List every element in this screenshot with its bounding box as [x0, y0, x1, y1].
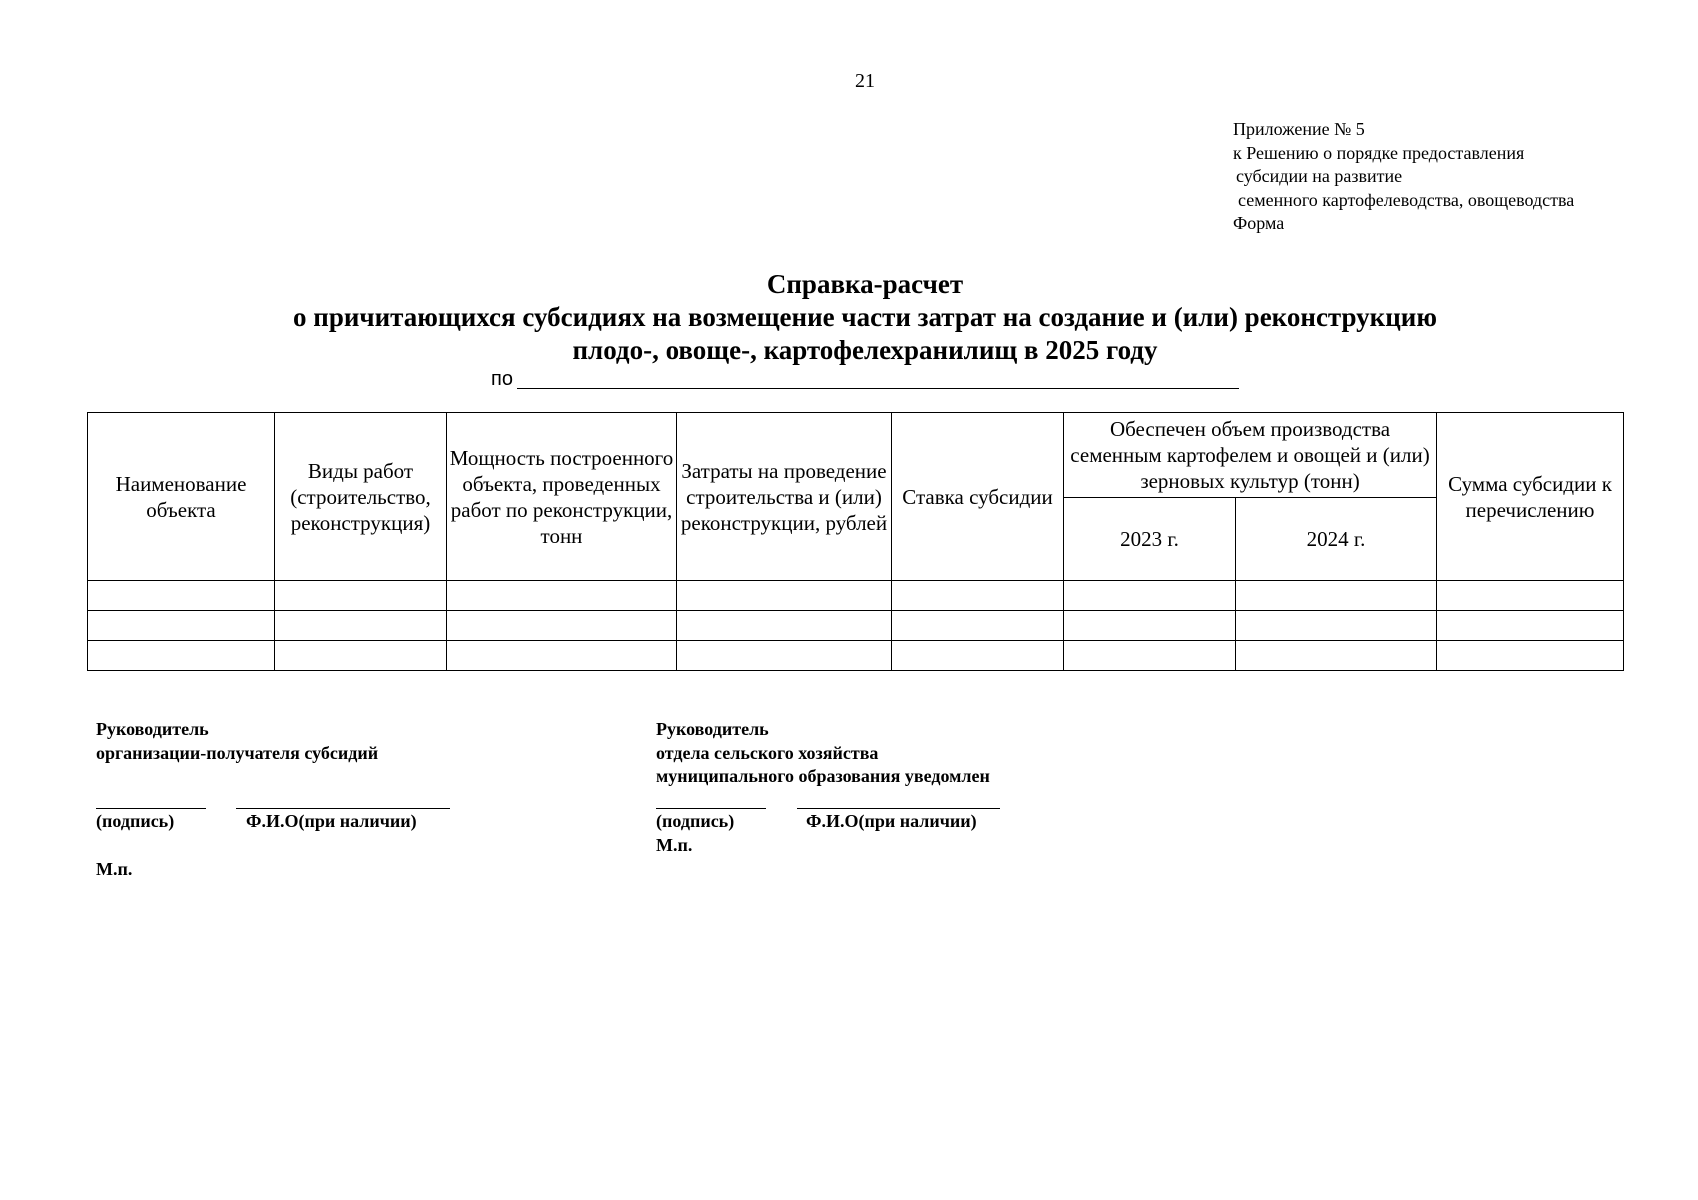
table-header-row — [88, 413, 1624, 498]
table-cell[interactable] — [447, 581, 677, 611]
table-row — [88, 581, 1624, 611]
header-production-volume: Обеспечен объем производства семенным картофелем и овощей и (или) зерновых культур (тонн) — [1064, 413, 1437, 498]
document-title — [0, 268, 1698, 367]
table-cell[interactable] — [1437, 611, 1624, 641]
po-fill-line[interactable] — [517, 388, 1239, 389]
left-signatory-line1: Руководитель — [96, 719, 209, 739]
left-signatory-title — [96, 718, 378, 765]
table-cell[interactable] — [1437, 581, 1624, 611]
table-cell[interactable] — [1236, 641, 1437, 671]
table-cell[interactable] — [275, 611, 447, 641]
table-cell[interactable] — [447, 611, 677, 641]
left-stamp-label: М.п. — [96, 859, 133, 879]
right-signatory-line3: муниципального образования уведомлен — [656, 766, 990, 786]
subsidy-table — [87, 412, 1624, 671]
left-signatory-line2: организации-получателя субсидий — [96, 742, 379, 763]
header-capacity: Мощность построенного объекта, проведенных работ по реконструкции, тонн — [447, 413, 677, 581]
header-object-name: Наименование объекта — [88, 413, 275, 581]
left-name-line[interactable] — [236, 808, 450, 809]
table-cell[interactable] — [892, 581, 1064, 611]
appendix-form-label: Форма — [1233, 213, 1285, 233]
title-line-2: о причитающихся субсидиях на возмещение части затрат на создание и (или) реконструкцию — [293, 302, 1437, 332]
table-cell[interactable] — [1064, 611, 1236, 641]
header-year-2023: 2023 г. — [1064, 498, 1236, 581]
left-name-label: Ф.И.О(при наличии) — [246, 811, 417, 831]
table-cell[interactable] — [275, 581, 447, 611]
appendix-decision: к Решению о порядке предоставления — [1233, 142, 1525, 163]
header-costs: Затраты на проведение строительства и (или) реконструкции, рублей — [677, 413, 892, 581]
table-cell[interactable] — [88, 581, 275, 611]
table-cell[interactable] — [88, 611, 275, 641]
table-cell[interactable] — [1236, 611, 1437, 641]
table-row — [88, 641, 1624, 671]
right-signature-label: (подпись) — [656, 811, 735, 831]
header-subsidy-sum: Сумма субсидии к перечислению — [1437, 413, 1624, 581]
header-year-2024: 2024 г. — [1236, 498, 1437, 581]
appendix-field: семенного картофелеводства, овощеводства — [1238, 189, 1575, 210]
po-label: по — [491, 368, 513, 390]
table-cell[interactable] — [1064, 641, 1236, 671]
table-cell[interactable] — [1064, 581, 1236, 611]
table-cell[interactable] — [447, 641, 677, 671]
left-signature-label: (подпись) — [96, 811, 175, 831]
table-cell[interactable] — [1236, 581, 1437, 611]
right-signatory-title — [656, 718, 990, 789]
right-signatory-line2: отдела сельского хозяйства — [656, 742, 879, 763]
right-signature-line[interactable] — [656, 808, 766, 809]
right-name-line[interactable] — [797, 808, 1000, 809]
appendix-header — [1233, 118, 1574, 236]
table-cell[interactable] — [677, 641, 892, 671]
header-work-types: Виды работ (строительство, реконструкция) — [275, 413, 447, 581]
right-name-label: Ф.И.О(при наличии) — [806, 811, 977, 831]
table-row — [88, 611, 1624, 641]
right-signatory-line1: Руководитель — [656, 719, 769, 739]
table-cell[interactable] — [892, 611, 1064, 641]
left-signature-line[interactable] — [96, 808, 206, 809]
table-cell[interactable] — [275, 641, 447, 671]
table-cell[interactable] — [1437, 641, 1624, 671]
appendix-subsidy: субсидии на развитие — [1236, 166, 1403, 186]
title-line-3: плодо-, овоще-, картофелехранилищ в 2025 году — [572, 335, 1158, 365]
table-cell[interactable] — [677, 581, 892, 611]
table-cell[interactable] — [677, 611, 892, 641]
table-cell[interactable] — [892, 641, 1064, 671]
appendix-number: Приложение № 5 — [1233, 119, 1365, 139]
header-subsidy-rate: Ставка субсидии — [892, 413, 1064, 581]
right-stamp-label: М.п. — [656, 835, 693, 855]
table-cell[interactable] — [88, 641, 275, 671]
title-line-1: Справка-расчет — [766, 269, 964, 299]
page-number: 21 — [855, 70, 875, 92]
